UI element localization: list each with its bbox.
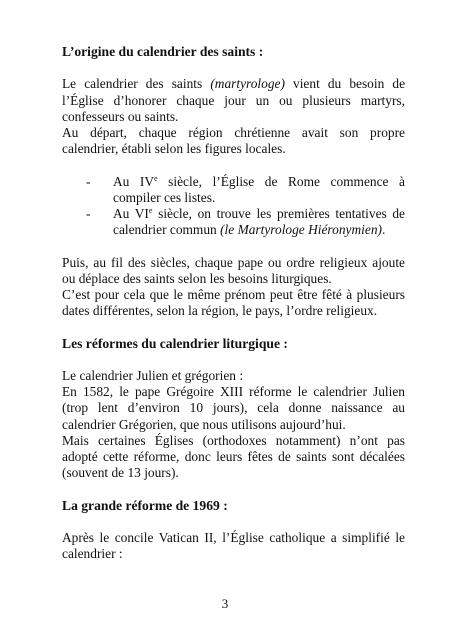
- superscript: e: [148, 206, 153, 215]
- dash-bullet: -: [86, 206, 91, 221]
- list-item-text: Au VI: [113, 206, 149, 221]
- dash-bullet: -: [86, 173, 91, 189]
- paragraph-julien-gregorien: Le calendrier Julien et grégorien :: [62, 367, 244, 383]
- paragraph-prenom: C’est pour cela que le même prénom peut être fêté à plusieurs dates différentes, selon la région, le pays, l’ordre religieux.: [62, 287, 405, 319]
- paragraph-vatican: Après le concile Vatican II, l’Église catholique a simplifié le calendrier :: [62, 529, 405, 562]
- list-item: [86, 206, 405, 238]
- superscript: e: [154, 173, 158, 183]
- paragraph-text: vient du besoin de l’Église d’honorer chaque jour un ou plusieurs martyrs, confesseurs ou saints.: [62, 76, 406, 124]
- list-item: [86, 174, 405, 206]
- century-list: [62, 174, 405, 239]
- paragraph-1582: En 1582, le pape Grégoire XIII réforme le calendrier Julien (trop lent d’environ 10 jours), cela donne naissance au calendrier Grégorien, que nous utilisons aujourd’hui.: [62, 384, 405, 432]
- list-item-text: Au IV: [113, 173, 155, 189]
- section-title-1969: La grande réforme de 1969 :: [62, 497, 228, 513]
- italic-term: (le Martyrologe Hiéronymien): [220, 222, 382, 238]
- list-item-text: .: [381, 222, 386, 238]
- page-number: 3: [221, 596, 229, 611]
- spacer: [62, 481, 405, 497]
- section-title-origine: L’origine du calendrier des saints :: [62, 44, 264, 59]
- section-title-reformes: Les réformes du calendrier liturgique :: [62, 335, 288, 351]
- paragraph-region: Au départ, chaque région chrétienne avait son propre calendrier, établi selon les figures locales.: [62, 125, 405, 157]
- list-item-text: siècle, l’Église de Rome commence à compiler ces listes.: [113, 173, 405, 205]
- paragraph-martyrologe: [62, 76, 405, 125]
- document-page: [62, 44, 405, 562]
- list-item-text: siècle, on trouve les premières tentatives de calendrier commun: [113, 206, 406, 238]
- italic-term: (martyrologe): [210, 76, 285, 92]
- spacer: [62, 319, 405, 335]
- spacer: [62, 514, 405, 530]
- spacer: [62, 352, 405, 368]
- spacer: [62, 238, 405, 254]
- paragraph-orthodoxes: Mais certaines Églises (orthodoxes notamment) n’ont pas adopté cette réforme, donc leurs fêtes de saints sont décalées (souvent de 13 jours).: [62, 432, 405, 481]
- spacer: [62, 60, 405, 76]
- paragraph-text: Le calendrier des saints: [62, 76, 211, 92]
- paragraph-papes: Puis, au fil des siècles, chaque pape ou ordre religieux ajoute ou déplace des saints selon les besoins liturgiques.: [62, 254, 405, 286]
- spacer: [62, 157, 405, 173]
